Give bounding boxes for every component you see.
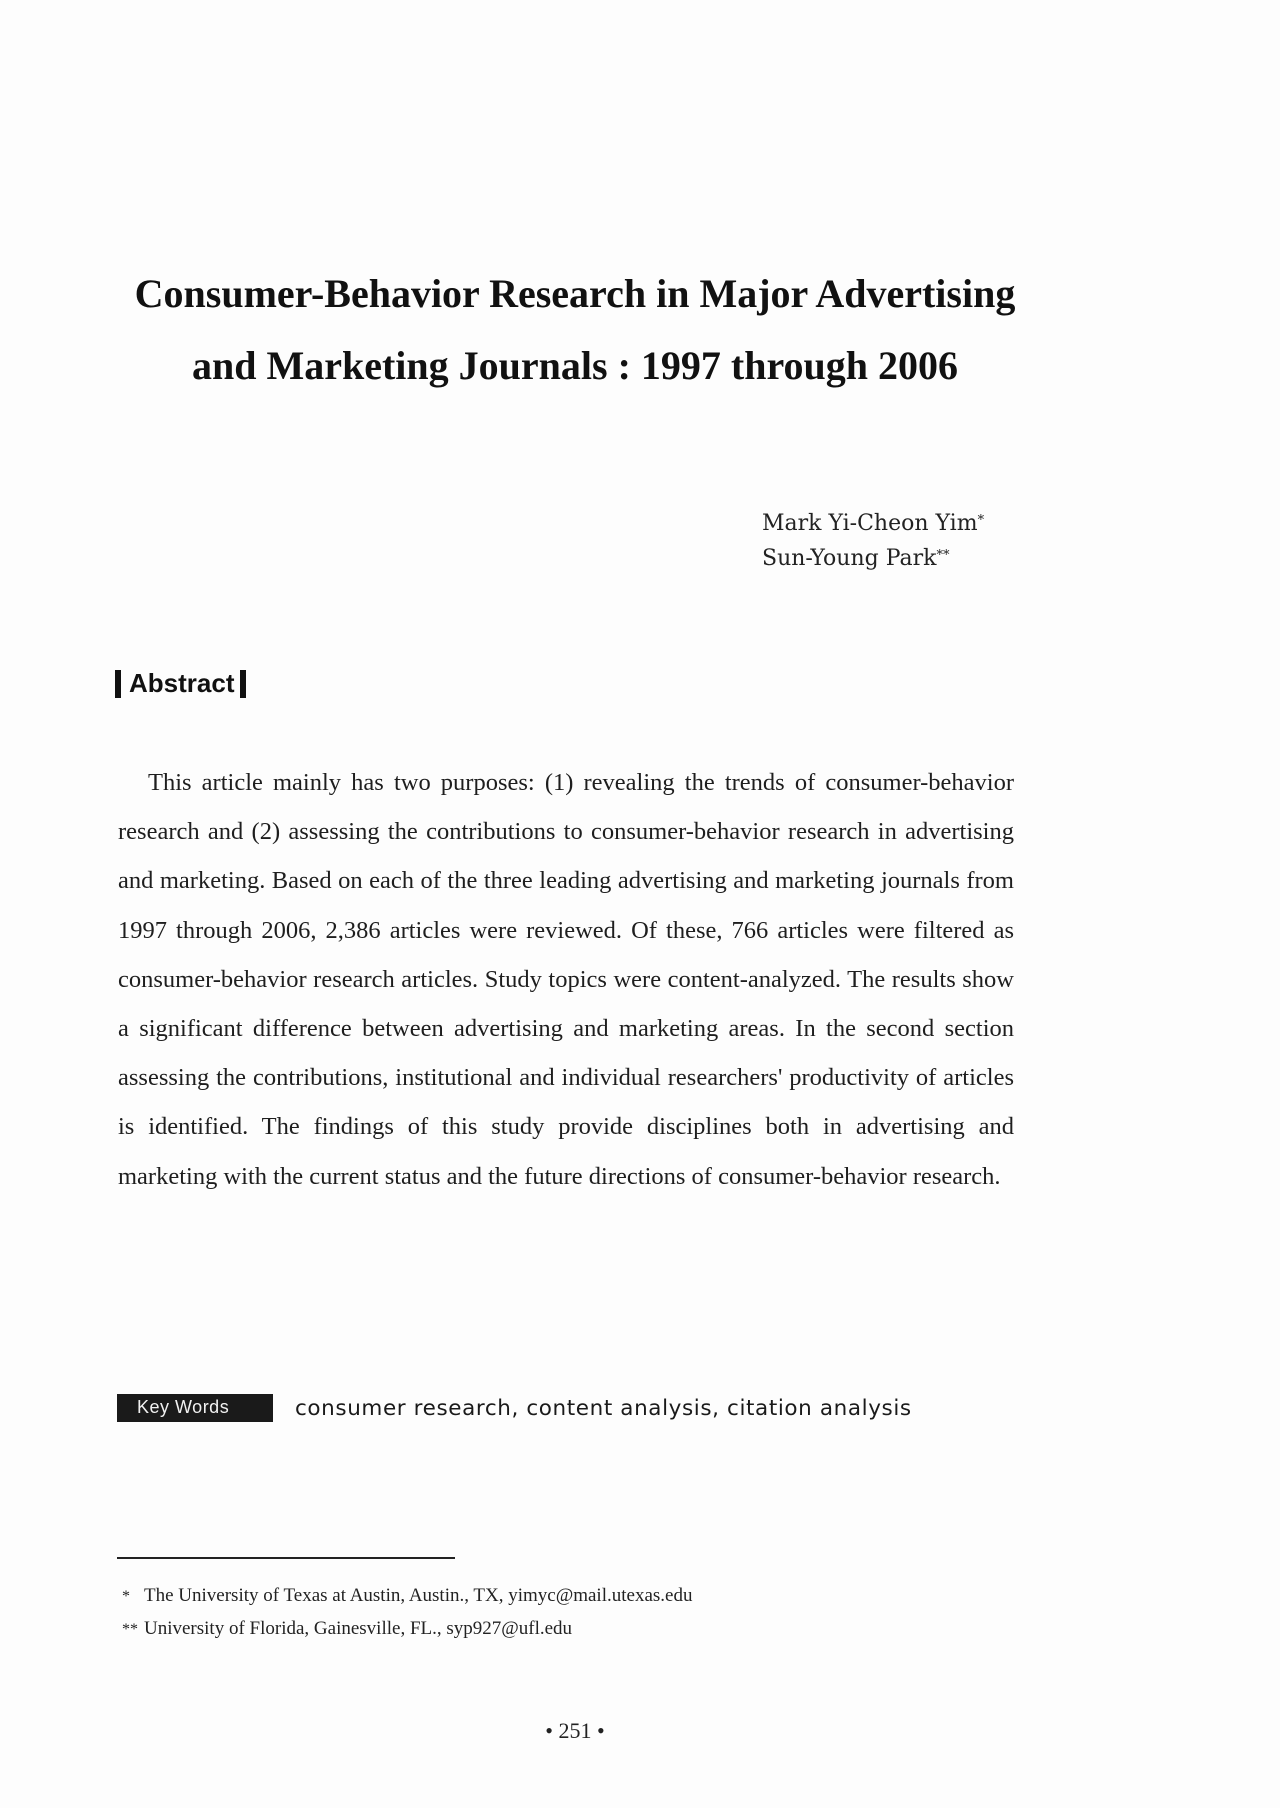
abstract-text: This article mainly has two purposes: (1) revealing the trends of consumer-behavior research and (2) assessing the contributions to consumer-behavior research in advertising and marketing. Based on each of the three leading advertising and marketing journals from 1997 through 2006, 2,386 articles were reviewed. Of these, 766 articles were filtered as consumer-behavior research articles. Study topics were content-analyzed. The results show a significant difference between advertising and marketing areas. In the second section assessing the contributions, institutional and individual researchers' productivity of articles is identified. The findings of this study provide disciplines both in advertising and marketing with the current status and the future directions of consumer-behavior research. <box>118 769 1014 1190</box>
footnote-text: University of Florida, Gainesville, FL., syp927@ufl.edu <box>144 1618 573 1639</box>
footnote-2 <box>122 1613 692 1646</box>
author-1 <box>762 506 984 541</box>
keywords-text: consumer research, content analysis, citation analysis <box>295 1395 912 1421</box>
author-footnote-mark: * <box>977 513 985 528</box>
footnote-mark: ** <box>122 1621 138 1638</box>
keywords-label: Key Words <box>117 1394 273 1422</box>
abstract-heading <box>115 668 246 699</box>
title-line-1: Consumer-Behavior Research in Major Advertising <box>134 271 1016 316</box>
author-name: Sun-Young Park <box>762 546 937 571</box>
heading-bar-right <box>240 670 246 698</box>
heading-bar-left <box>115 670 121 698</box>
author-footnote-mark: ** <box>936 548 950 563</box>
footnote-mark: * <box>122 1588 130 1605</box>
author-name: Mark Yi-Cheon Yim <box>762 511 978 536</box>
footnote-1 <box>122 1580 692 1613</box>
keywords-row <box>117 1394 912 1422</box>
footnote-divider <box>117 1557 455 1559</box>
title-line-2: and Marketing Journals : 1997 through 2006 <box>191 343 958 388</box>
author-list <box>762 506 984 576</box>
footnotes <box>122 1580 692 1646</box>
page-number: • 251 • <box>545 1718 605 1743</box>
author-2 <box>762 541 984 576</box>
abstract-heading-label: Abstract <box>129 668 235 698</box>
footnote-text: The University of Texas at Austin, Austin., TX, yimyc@mail.utexas.edu <box>144 1585 693 1606</box>
paper-title <box>0 258 1150 402</box>
